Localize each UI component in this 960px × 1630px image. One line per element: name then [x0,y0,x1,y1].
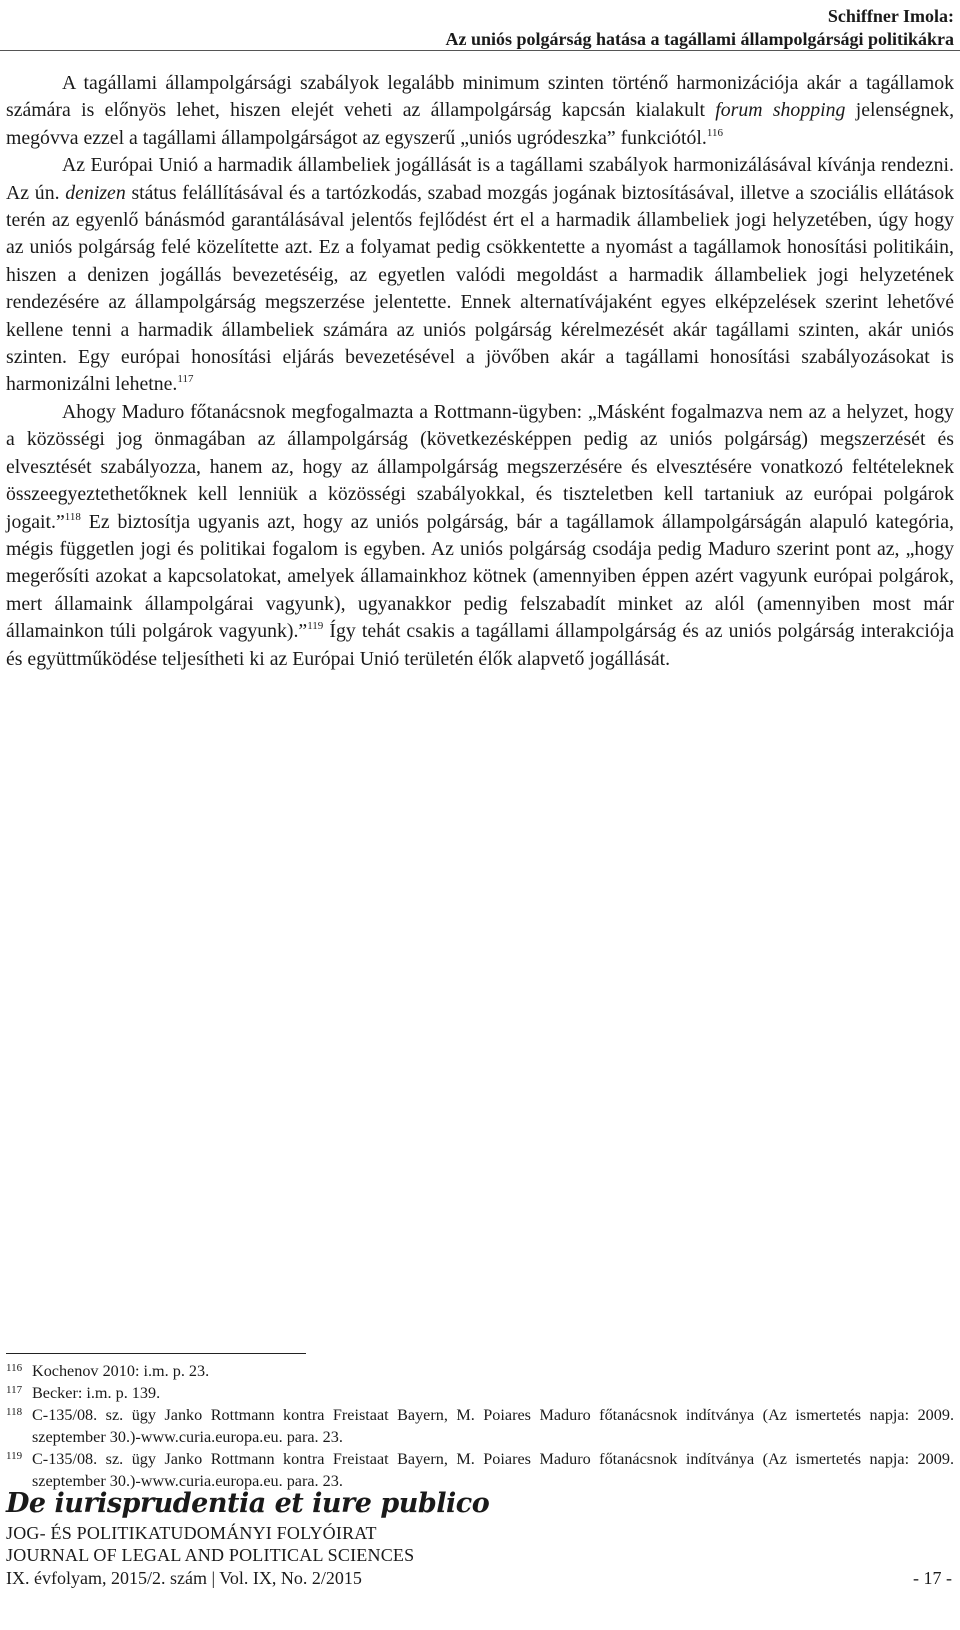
footnote-number: 118 [6,1406,23,1418]
footnote-ref[interactable]: 118 [64,510,81,523]
header-author: Schiffner Imola: [827,6,954,26]
footnote-divider [6,1353,306,1354]
italic-term: denizen [65,181,126,204]
issue-row [6,1566,954,1590]
page-number: - 17 - [913,1568,952,1588]
footnote [6,1382,954,1404]
journal-title-hu: JOG- ÉS POLITIKATUDOMÁNYI FOLYÓIRAT [6,1523,377,1543]
footnote-ref[interactable]: 117 [177,373,194,386]
main-text [6,70,954,673]
footnote-number: 116 [6,1362,23,1374]
paragraph-text: státus felállításával és a tartózkodás, szabad mozgás jogának biztosításával, illetve a szociális ellátások terén az egyenlő bánásmód garantálásával jelentős fejlődést ért el a harmadik állambeliek jogi helyzetében, úgy hogy az uniós polgárság felé közelítette azt. Ez a folyamat pedig csökkentette a nyomást a tagállamok honosítási politikáin, hiszen a denizen jogállás bevezetéséig, az egyetlen valódi megoldást a harmadik állambeliek jogi helyzetének rendezésére az állampolgárság megszerzése jelentette. Ennek alternatívájaként egyes elképzelések szerint lehetővé kellene tenni a harmadik állambeliek számára az uniós polgárság kérelmezését akár tagállami szinten, akár uniós szinten. Egy európai honosítási eljárás bevezetésével a jövőben akár a tagállami honosítási szabályozásokat is harmonizálni lehetne. [6,181,954,396]
header-title: Az uniós polgárság hatása a tagállami állampolgársági politikákra [445,29,954,49]
italic-term: forum shopping [715,99,846,122]
paragraph-text: jelenségnek, megóvva ezzel a tagállami állampolgárságot az egyszerű „uniós ugródeszka” funkciótól. [6,99,955,149]
paragraph-text: Így tehát csakis a tagállami állampolgárság és az uniós polgárság interakciója és együttműködése teljesítheti ki az Európai Unió területén élők alapvető jogállását. [6,620,954,670]
journal-title-en: JOURNAL OF LEGAL AND POLITICAL SCIENCES [6,1545,415,1565]
footnote-text: Kochenov 2010: i.m. p. 23. [32,1362,210,1380]
footnote-ref[interactable]: 116 [706,126,723,139]
paragraph-3 [6,399,954,673]
footnote-number: 119 [6,1450,23,1462]
footnote-number: 117 [6,1384,23,1396]
header-divider [0,50,960,51]
page-footer [6,1486,954,1590]
footnote [6,1360,954,1382]
paragraph-text: Ahogy Maduro főtanácsnok megfogalmazta a Rottmann-ügyben: „Másként fogalmazva nem az a helyzet, hogy a közösségi jog önmagában az állampolgárság (következésképpen pedig az uniós polgárság) megszerzését és elvesztését szabályozza, hanem az, hogy az állampolgárság megszerzésére és elvesztésére vonatkozó feltételeknek összeegyeztethetőknek kell lenniük a közösségi szabályokkal, és tiszteletben kell tartaniuk az európai polgárok jogait.” [6,400,954,533]
footnote-text: C-135/08. sz. ügy Janko Rottmann kontra Freistaat Bayern, M. Poiares Maduro főtanácsnok indítványa (Az ismertetés napja: 2009. szeptember 30.)-www.curia.europa.eu. para. 23. [32,1450,954,1490]
paragraph-text: A tagállami állampolgársági szabályok legalább minimum szinten történő harmonizációja akár a tagállamok számára is előnyös lehet, hiszen elejét veheti az állampolgárság kapcsán kialakult [6,72,954,122]
footnotes [6,1360,954,1492]
paragraph-2 [6,152,954,399]
footnote-text: Becker: i.m. p. 139. [32,1384,161,1402]
issue-info: IX. évfolyam, 2015/2. szám | Vol. IX, No. 2/2015 [6,1568,362,1588]
page-header [14,4,954,50]
footnote-text: C-135/08. sz. ügy Janko Rottmann kontra Freistaat Bayern, M. Poiares Maduro főtanácsnok indítványa (Az ismertetés napja: 2009. szeptember 30.)-www.curia.europa.eu. para. 23. [32,1406,954,1446]
paragraph-1 [6,70,954,152]
footnote-ref[interactable]: 119 [307,620,324,633]
paragraph-text: Az Európai Unió a harmadik állambeliek jogállását is a tagállami szabályok harmonizálásával kívánja rendezni. Az ún. [6,154,954,204]
footnote [6,1404,954,1448]
paragraph-text: Ez biztosítja ugyanis azt, hogy az uniós polgárság, bár a tagállamok állampolgárságán alapuló kategória, mégis független jogi és politikai fogalom is egyben. Az uniós polgárság csodája pedig Maduro szerint pont az, „hogy megerősíti azokat a kapcsolatokat, amelyek államainkhoz kötnek (amennyiben éppen azért vagyunk európai polgárok, mert államaink állampolgárai vagyunk), ugyanakkor pedig felszabadít minket az alól (amennyiben most már államainkon túli polgárok vagyunk).” [6,510,954,643]
journal-logo: De iurisprudentia et iure publico [6,1488,490,1519]
